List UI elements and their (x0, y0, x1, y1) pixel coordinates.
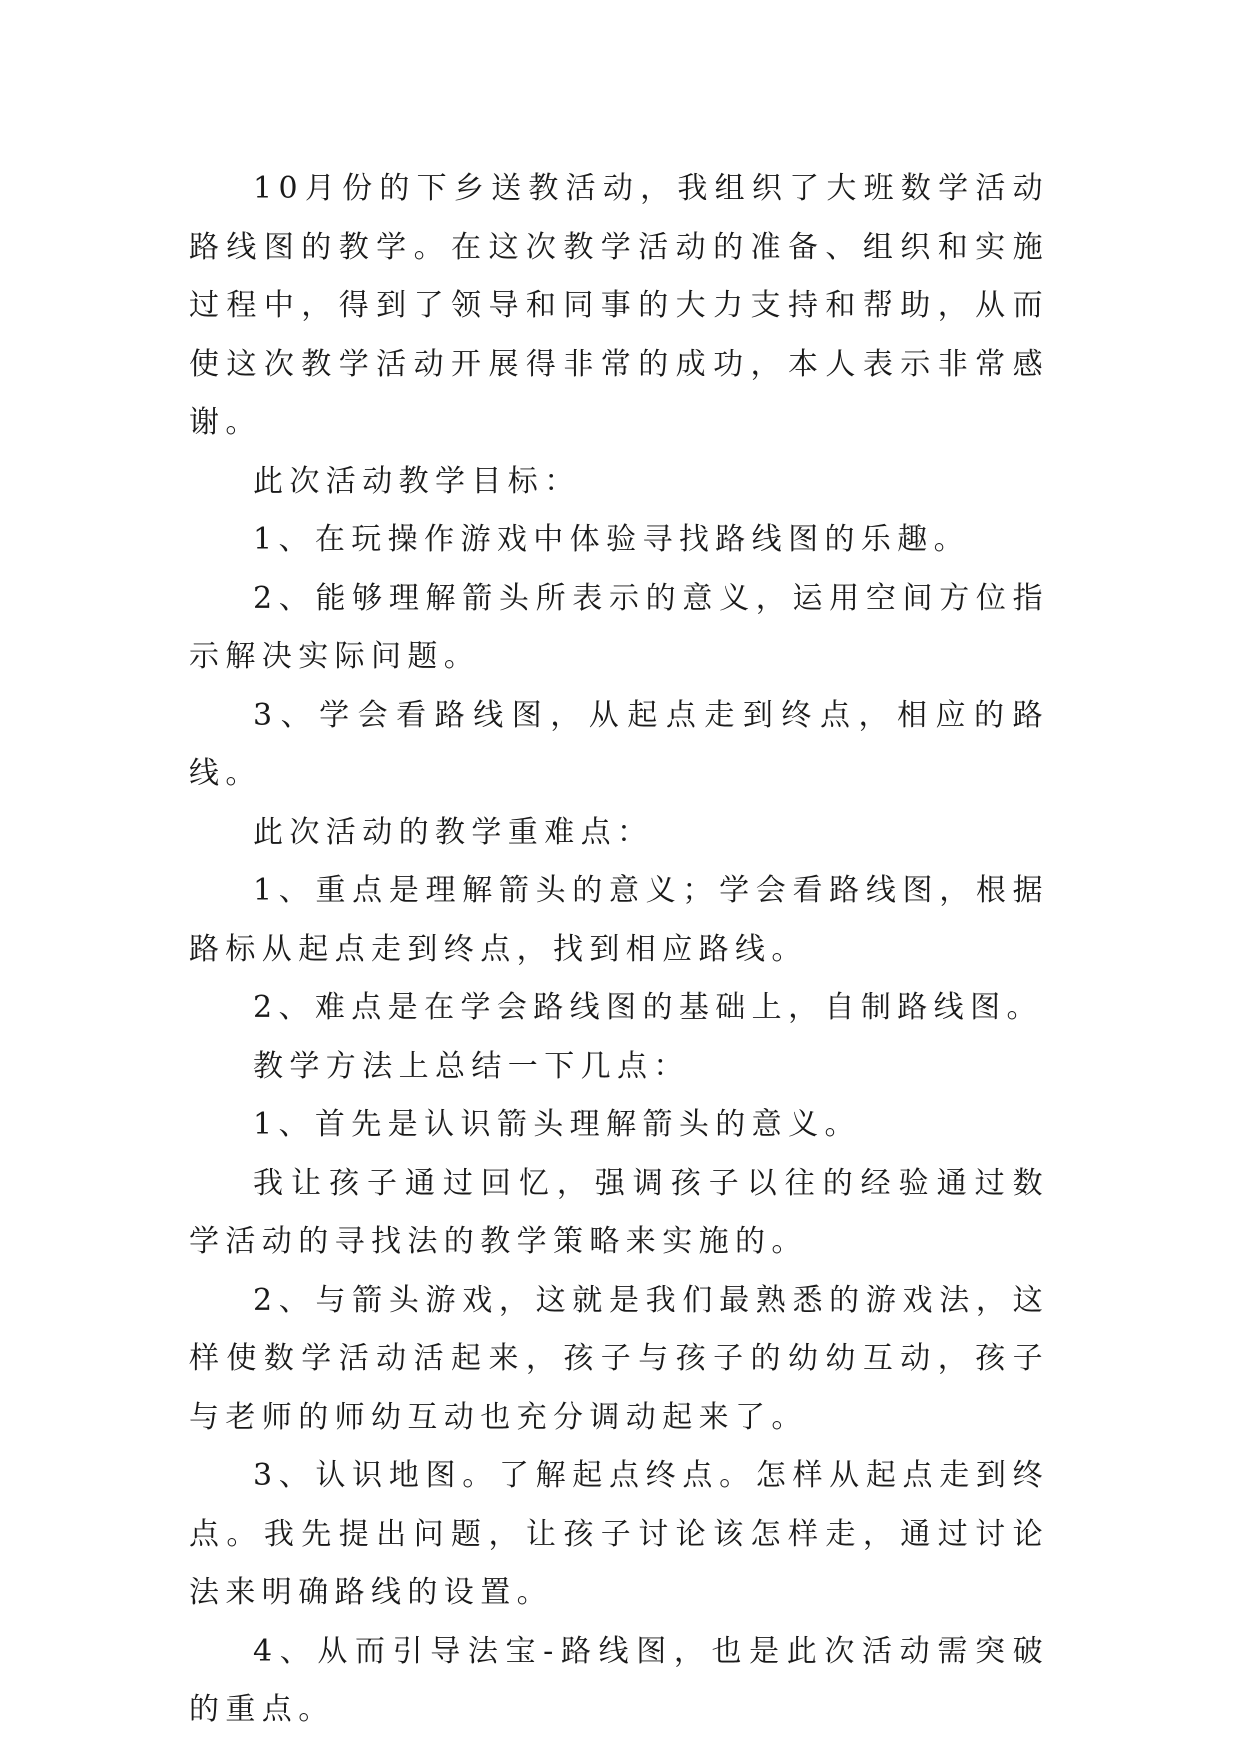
paragraph-method-3: 3、认识地图。了解起点终点。怎样从起点走到终点。我先提出问题，让孩子讨论该怎样走，通过讨论法来明确路线的设置。 (189, 1458, 1049, 1610)
paragraph-goal-2: 2、能够理解箭头所表示的意义，运用空间方位指示解决实际问题。 (189, 580, 1049, 674)
paragraph-method-1: 1、首先是认识箭头理解箭头的意义。 (253, 1107, 861, 1142)
paragraph-goals-heading: 此次活动教学目标： (253, 463, 581, 499)
paragraph-goal-3: 3、学会看路线图，从起点走到终点，相应的路线。 (189, 697, 1049, 791)
paragraph-goal-1: 1、在玩操作游戏中体验寻找路线图的乐趣。 (253, 522, 971, 557)
paragraph-keypoint-1: 1、重点是理解箭头的意义；学会看路线图，根据路标从起点走到终点，找到相应路线。 (189, 873, 1049, 967)
paragraph-method-4: 4、从而引导法宝-路线图，也是此次活动需突破的重点。 (189, 1633, 1049, 1727)
paragraph-method-2: 2、与箭头游戏，这就是我们最熟悉的游戏法，这样使数学活动活起来，孩子与孩子的幼幼互动，孩子与老师的师幼互动也充分调动起来了。 (189, 1282, 1049, 1435)
paragraph-keypoints-heading: 此次活动的教学重难点： (253, 814, 654, 850)
paragraph-keypoint-2: 2、难点是在学会路线图的基础上，自制路线图。 (253, 990, 1043, 1025)
paragraph-intro: 10月份的下乡送教活动，我组织了大班数学活动路线图的教学。在这次教学活动的准备、组织和实施过程中，得到了领导和同事的大力支持和帮助，从而使这次教学活动开展得非常的成功，本人表示非常感谢。 (189, 171, 1049, 440)
paragraph-method-1-detail: 我让孩子通过回忆，强调孩子以往的经验通过数学活动的寻找法的教学策略来实施的。 (189, 1165, 1049, 1259)
document-page (189, 160, 1049, 1740)
paragraph-methods-heading: 教学方法上总结一下几点： (253, 1048, 690, 1084)
